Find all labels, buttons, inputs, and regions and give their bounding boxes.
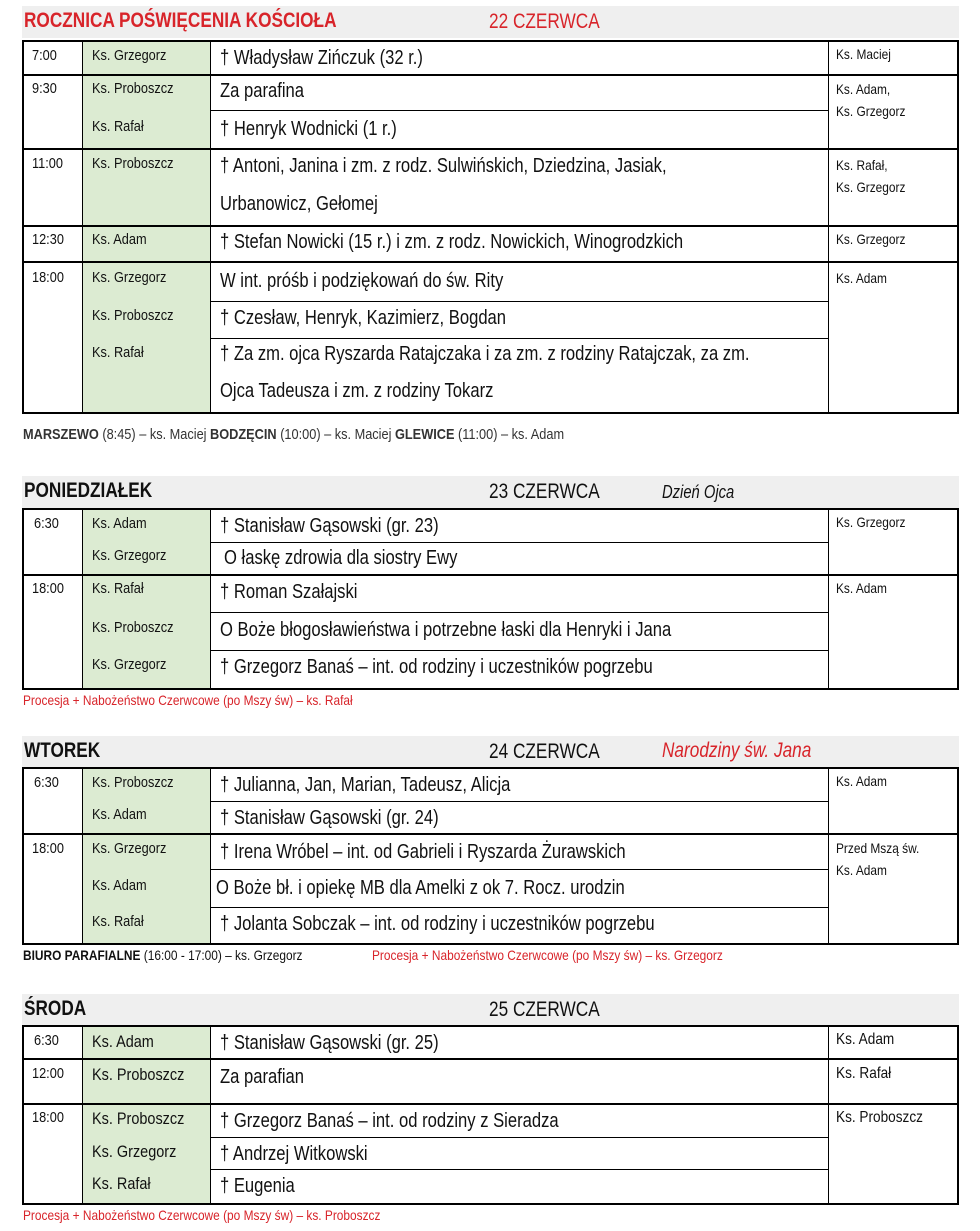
place: BODZĘCIN: [210, 426, 277, 443]
procession-note: Procesja + Nabożeństwo Czerwcowe (po Mszy św) – ks. Grzegorz: [372, 947, 723, 963]
mass-time: 11:00: [32, 155, 63, 172]
confessor: Ks. Adam: [836, 773, 887, 789]
confessor: Ks. Grzegorz: [836, 231, 906, 247]
mass-intention: † Czesław, Henryk, Kazimierz, Bogdan: [220, 307, 507, 329]
celebrant: Ks. Proboszcz: [92, 80, 174, 97]
mass-time: 6:30: [34, 515, 59, 532]
mass-intention: † Stanisław Gąsowski (gr. 25): [220, 1032, 439, 1054]
mass-intention: † Henryk Wodnicki (1 r.): [220, 118, 397, 140]
day-date: 25 CZERWCA: [489, 998, 600, 1021]
mass-intention: † Irena Wróbel – int. od Gabrieli i Ryszarda Żurawskich: [220, 841, 626, 863]
confessor: Ks. Grzegorz: [836, 103, 906, 119]
mass-time: 9:30: [32, 80, 57, 97]
confessor: Ks. Adam: [836, 580, 887, 596]
mass-intention: † Jolanta Sobczak – int. od rodziny i uczestników pogrzebu: [220, 913, 655, 935]
mass-intention: Za parafian: [220, 1066, 304, 1088]
celebrant: Ks. Grzegorz: [92, 269, 167, 286]
celebrant: Ks. Grzegorz: [92, 840, 167, 857]
celebrant: Ks. Adam: [92, 515, 147, 532]
mass-intention: † Stanisław Gąsowski (gr. 23): [220, 515, 439, 537]
mass-intention-cont: Urbanowicz, Gełomej: [220, 193, 378, 215]
celebrant: Ks. Rafał: [92, 344, 144, 361]
day-occasion: Dzień Ojca: [662, 482, 735, 502]
mass-intention: † Grzegorz Banaś – int. od rodziny i uczestników pogrzebu: [220, 656, 653, 678]
celebrant: Ks. Adam: [92, 1032, 154, 1051]
celebrant: Ks. Proboszcz: [92, 155, 174, 172]
procession-note: Procesja + Nabożeństwo Czerwcowe (po Mszy św) – ks. Proboszcz: [23, 1207, 381, 1223]
confessor: Ks. Adam: [836, 270, 887, 286]
office-label: BIURO PARAFIALNE: [23, 947, 141, 963]
day-header-tuesday: [22, 736, 959, 768]
celebrant: Ks. Proboszcz: [92, 307, 174, 324]
confessor: Ks. Rafał,: [836, 157, 888, 173]
celebrant: Ks. Proboszcz: [92, 1065, 185, 1084]
celebrant: Ks. Rafał: [92, 580, 144, 597]
mass-intention: † Julianna, Jan, Marian, Tadeusz, Alicja: [220, 774, 511, 796]
celebrant: Ks. Grzegorz: [92, 1142, 177, 1161]
confessor: Ks. Adam: [836, 1031, 895, 1048]
mass-intention: † Antoni, Janina i zm. z rodz. Sulwińskich, Dziedzina, Jasiak,: [220, 155, 667, 177]
mass-intention: † Andrzej Witkowski: [220, 1143, 368, 1165]
day-title: ŚRODA: [24, 997, 87, 1020]
celebrant: Ks. Rafał: [92, 913, 144, 930]
mass-intention: W int. próśb i podziękowań do św. Rity: [220, 270, 504, 292]
mass-table-tuesday: [22, 767, 959, 945]
celebrant: Ks. Grzegorz: [92, 47, 167, 64]
place: GLEWICE: [394, 426, 455, 443]
day-header-wednesday: [22, 994, 959, 1026]
confessor: Ks. Rafał: [836, 1065, 892, 1082]
mass-time: 18:00: [32, 840, 64, 857]
confessor: Ks. Adam,: [836, 81, 891, 97]
celebrant: Ks. Rafał: [92, 1174, 151, 1193]
mass-time: 12:30: [32, 231, 64, 248]
celebrant: Ks. Adam: [92, 877, 147, 894]
mass-intention: † Stanisław Gąsowski (gr. 24): [220, 807, 439, 829]
mass-time: 6:30: [34, 774, 59, 791]
confessor: Ks. Adam: [836, 862, 887, 878]
mass-intention: † Roman Szałajski: [220, 581, 358, 603]
mass-intention: † Stefan Nowicki (15 r.) i zm. z rodz. Nowickich, Winogrodzkich: [220, 231, 684, 253]
mass-intention: Za parafina: [220, 80, 304, 102]
place: MARSZEWO: [23, 426, 99, 443]
celebrant: Ks. Proboszcz: [92, 1109, 185, 1128]
mass-time: 18:00: [32, 269, 64, 286]
mass-intention: † Za zm. ojca Ryszarda Ratajczaka i za zm. z rodziny Ratajczak, za zm.: [220, 343, 750, 365]
day-date: 22 CZERWCA: [489, 10, 600, 33]
celebrant: Ks. Adam: [92, 231, 147, 248]
confessor-note: Przed Mszą św.: [836, 840, 920, 856]
day-occasion: Narodziny św. Jana: [662, 739, 812, 762]
mass-table-sunday: [22, 40, 959, 414]
mass-table-wednesday: [22, 1025, 959, 1205]
day-title: PONIEDZIAŁEK: [24, 479, 153, 502]
celebrant: Ks. Rafał: [92, 118, 144, 135]
mass-time: 18:00: [32, 580, 64, 597]
celebrant: Ks. Grzegorz: [92, 547, 167, 564]
celebrant: Ks. Proboszcz: [92, 619, 174, 636]
mass-time: 12:00: [32, 1065, 64, 1082]
confessor: Ks. Proboszcz: [836, 1109, 923, 1126]
confessor: Ks. Grzegorz: [836, 514, 906, 530]
confessor: Ks. Maciej: [836, 46, 891, 62]
celebrant: Ks. Proboszcz: [92, 774, 174, 791]
mass-intention: † Eugenia: [220, 1175, 295, 1197]
office-hours-note: BIURO PARAFIALNE (16:00 - 17:00) – ks. Grzegorz: [23, 947, 303, 963]
day-date: 24 CZERWCA: [489, 740, 600, 763]
day-title: WTOREK: [24, 739, 101, 762]
day-title: ROCZNICA POŚWIĘCENIA KOŚCIOŁA: [24, 9, 337, 32]
mass-time: 7:00: [32, 47, 57, 64]
day-header-sunday: [22, 6, 959, 38]
mass-intention: O Boże bł. i opiekę MB dla Amelki z ok 7. Rocz. urodzin: [216, 877, 625, 899]
mass-intention: O łaskę zdrowia dla siostry Ewy: [224, 547, 458, 569]
mass-time: 18:00: [32, 1109, 64, 1126]
mass-intention: † Władysław Zińczuk (32 r.): [220, 47, 423, 69]
procession-note: Procesja + Nabożeństwo Czerwcowe (po Mszy św) – ks. Rafał: [23, 692, 353, 708]
celebrant: Ks. Adam: [92, 806, 147, 823]
celebrant: Ks. Grzegorz: [92, 656, 167, 673]
confessor: Ks. Grzegorz: [836, 179, 906, 195]
mass-table-monday: [22, 508, 959, 690]
mass-time: 6:30: [34, 1032, 59, 1049]
day-header-monday: [22, 476, 959, 508]
day-date: 23 CZERWCA: [489, 480, 600, 503]
mass-intention: O Boże błogosławieństwa i potrzebne łaski dla Henryki i Jana: [220, 619, 672, 641]
mass-intention-cont: Ojca Tadeusza i zm. z rodziny Tokarz: [220, 380, 494, 402]
outstation-note: MARSZEWO (8:45) – ks. Maciej BODZĘCIN (10:00) – ks. Maciej GLEWICE (11:00) – ks. Adam: [23, 426, 565, 443]
mass-intention: † Grzegorz Banaś – int. od rodziny z Sieradza: [220, 1110, 559, 1132]
